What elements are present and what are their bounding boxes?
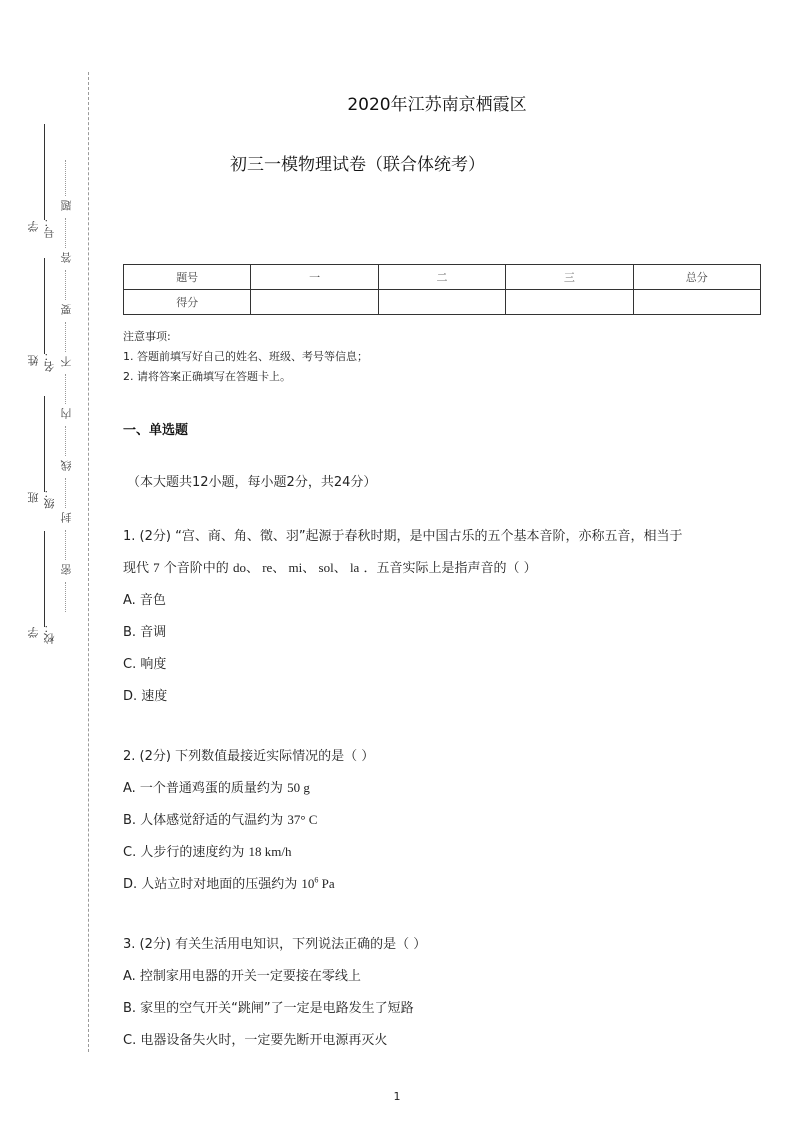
score-table-cell: 总分 (633, 265, 760, 290)
seal-char: 封 (60, 512, 73, 524)
seal-dots (65, 270, 66, 300)
question-2-option-b[interactable] (123, 809, 317, 828)
score-table-row (124, 290, 761, 315)
exam-title-line2: 初三一模物理试卷（联合体统考） (230, 155, 485, 175)
binding-dashed-line (88, 72, 89, 1052)
seal-char: 不 (60, 356, 73, 368)
seal-dots (65, 426, 66, 456)
option-text: B. 人体感觉舒适的气温约为 (123, 813, 288, 828)
score-table (123, 264, 761, 315)
seal-dots (65, 374, 66, 404)
question-3-option-c[interactable]: C. 电器设备失火时，一定要先断开电源再灭火 (123, 1033, 388, 1048)
question-2-option-a[interactable] (123, 777, 310, 796)
seal-char: 答 (60, 252, 73, 264)
score-cell-section3[interactable] (506, 290, 633, 315)
question-2-option-c[interactable] (123, 841, 291, 860)
seal-dots (65, 322, 66, 352)
name-line[interactable] (44, 258, 45, 354)
q1-text: 现代 (123, 561, 150, 576)
seal-dots (65, 160, 66, 196)
class-line[interactable] (44, 396, 45, 492)
score-table-header-row (124, 265, 761, 290)
question-1-option-a[interactable]: A. 音色 (123, 593, 166, 608)
q1-text: 个音阶中的 (163, 561, 229, 576)
q1-math: 7 (153, 560, 160, 575)
section-title: 一、单选题 (123, 423, 189, 438)
score-cell-total[interactable] (633, 290, 760, 315)
seal-dots (65, 530, 66, 560)
seal-dots (65, 218, 66, 248)
score-cell-section2[interactable] (378, 290, 505, 315)
option-math: 50 g (287, 780, 310, 795)
score-table-cell: 三 (506, 265, 633, 290)
question-3-option-b[interactable]: B. 家里的空气开关“跳闸”了一定是电路发生了短路 (123, 1001, 414, 1016)
option-math: 18 km/h (248, 844, 292, 859)
student-id-label: 学号： (27, 216, 56, 238)
seal-dots (65, 582, 66, 612)
q1-math: do、 re、 mi、 sol、 la (232, 560, 360, 575)
question-1-option-d[interactable]: D. 速度 (123, 689, 168, 704)
exam-title-line1: 2020年江苏南京栖霞区 (347, 95, 527, 115)
option-text: D. 人站立时对地面的压强约为 (123, 877, 302, 892)
question-1-stem-line2 (123, 557, 537, 576)
note-item: 2. 请将答案正确填写在答题卡上。 (123, 370, 291, 383)
seal-char: 要 (60, 304, 73, 316)
score-table-cell: 二 (378, 265, 505, 290)
seal-dots (65, 478, 66, 508)
option-math: 37° C (287, 812, 318, 827)
page-number: 1 (393, 1090, 401, 1103)
score-table-cell: 一 (251, 265, 378, 290)
option-text: C. 人步行的速度约为 (123, 845, 249, 860)
score-table-cell: 题号 (124, 265, 251, 290)
q1-text: ．五音实际上是指声音的（ ） (363, 561, 537, 576)
note-item: 1. 答题前填写好自己的姓名、班级、考号等信息； (123, 350, 368, 363)
class-label: 班级： (27, 487, 56, 509)
question-1-option-b[interactable]: B. 音调 (123, 625, 167, 640)
school-line[interactable] (44, 531, 45, 627)
question-1-stem-line1: 1. (2分) “宫、商、角、徵、羽”起源于春秋时期，是中国古乐的五个基本音阶，亦称五音，相当于 (123, 529, 683, 544)
seal-char: 线 (60, 460, 73, 472)
seal-char: 内 (60, 408, 73, 420)
seal-char: 题 (60, 200, 73, 212)
notes-heading: 注意事项: (123, 330, 171, 343)
name-label: 姓名： (27, 350, 56, 372)
question-2-option-d[interactable] (123, 873, 335, 892)
question-3-option-a[interactable]: A. 控制家用电器的开关一定要接在零线上 (123, 969, 361, 984)
section-description: （本大题共12小题，每小题2分，共24分） (127, 475, 377, 490)
option-math: 10 (301, 876, 315, 891)
student-id-line[interactable] (44, 124, 45, 220)
score-row-label: 得分 (124, 290, 251, 315)
question-3-stem: 3. (2分) 有关生活用电知识，下列说法正确的是（ ） (123, 937, 427, 952)
seal-char: 密 (60, 564, 73, 576)
option-math: Pa (318, 876, 335, 891)
option-exponent: 6 (314, 875, 319, 885)
score-cell-section1[interactable] (251, 290, 378, 315)
option-text: A. 一个普通鸡蛋的质量约为 (123, 781, 288, 796)
question-1-option-c[interactable]: C. 响度 (123, 657, 167, 672)
question-2-stem: 2. (2分) 下列数值最接近实际情况的是（ ） (123, 749, 375, 764)
school-label: 学校： (27, 622, 56, 644)
